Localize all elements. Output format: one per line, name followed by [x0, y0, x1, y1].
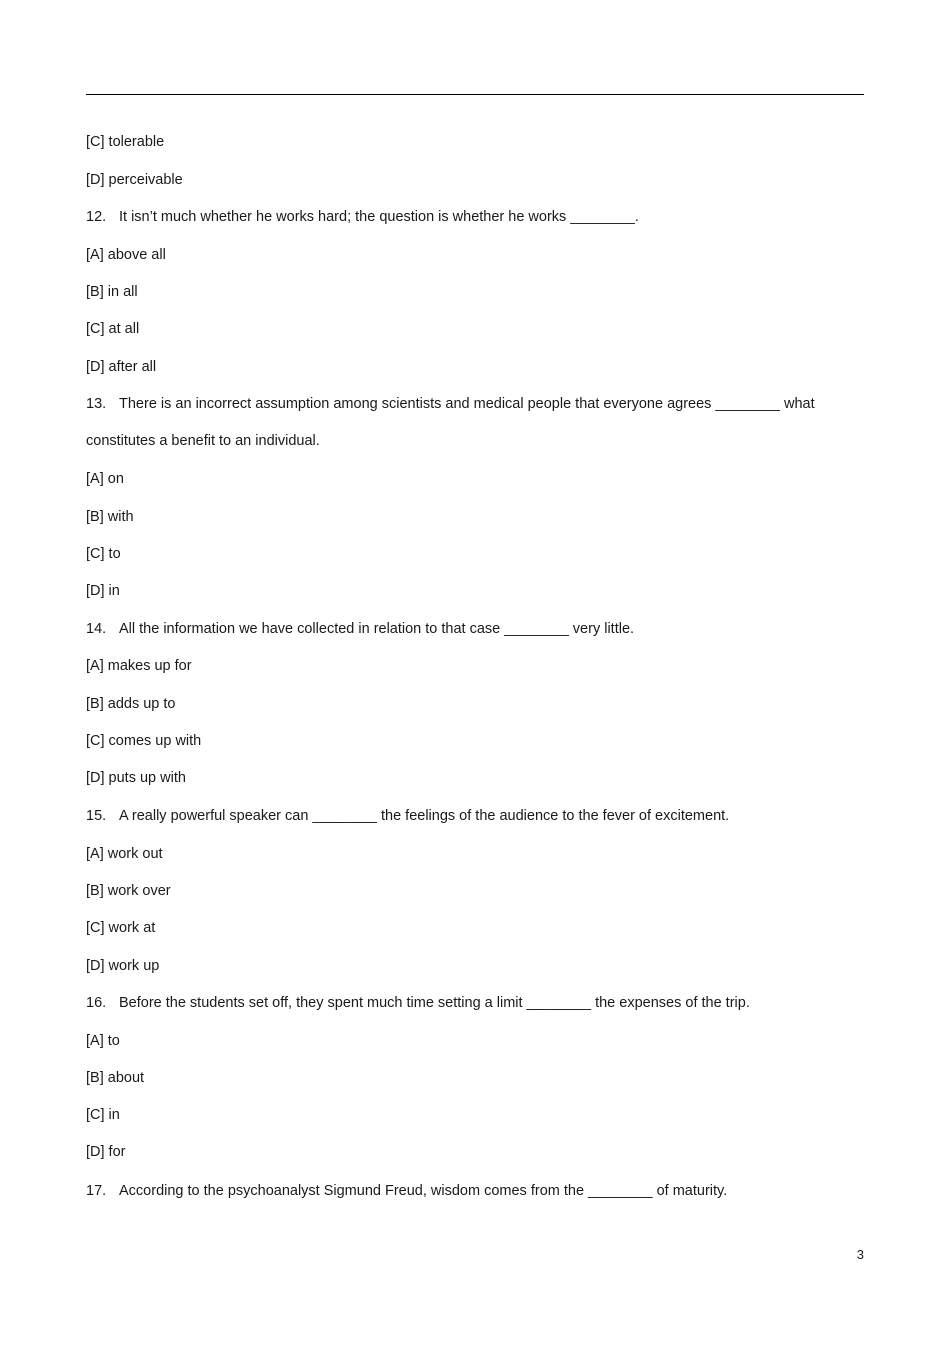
- question-number: 15.: [86, 808, 107, 824]
- option-c: [C] to: [86, 546, 121, 562]
- question-16: [86, 994, 750, 1012]
- option-b: [B] work over: [86, 883, 171, 899]
- question-text: A really powerful speaker can ________ the feelings of the audience to the fever of excitement.: [119, 808, 730, 824]
- question-text: It isn’t much whether he works hard; the question is whether he works ________.: [119, 209, 639, 225]
- option-a: [A] on: [86, 471, 124, 487]
- option-a: [A] above all: [86, 247, 166, 263]
- option-c: [C] tolerable: [86, 134, 165, 150]
- option-d: [D] after all: [86, 359, 157, 375]
- option-a: [A] to: [86, 1033, 120, 1049]
- question-12: [86, 208, 639, 226]
- question-13: [86, 395, 815, 413]
- option-b: [B] with: [86, 509, 134, 525]
- question-13-continuation: constitutes a benefit to an individual.: [86, 433, 320, 449]
- option-a: [A] work out: [86, 846, 163, 862]
- question-14: [86, 620, 634, 638]
- option-c: [C] at all: [86, 321, 140, 337]
- question-number: 12.: [86, 209, 107, 225]
- question-text: According to the psychoanalyst Sigmund Freud, wisdom comes from the ________ of maturity.: [119, 1183, 728, 1199]
- question-text: Before the students set off, they spent much time setting a limit ________ the expenses of the trip.: [119, 995, 750, 1011]
- question-number: 14.: [86, 621, 107, 637]
- question-text: All the information we have collected in relation to that case ________ very little.: [119, 621, 635, 637]
- option-d: [D] work up: [86, 958, 160, 974]
- option-b: [B] about: [86, 1070, 145, 1086]
- question-number: 16.: [86, 995, 107, 1011]
- option-d: [D] in: [86, 583, 120, 599]
- option-d: [D] perceivable: [86, 172, 183, 188]
- option-b: [B] in all: [86, 284, 138, 300]
- question-15: [86, 807, 729, 825]
- option-b: [B] adds up to: [86, 696, 176, 712]
- page-number: 3: [856, 1247, 864, 1262]
- question-number: 13.: [86, 396, 107, 412]
- option-d: [D] for: [86, 1144, 126, 1160]
- question-17: [86, 1182, 727, 1200]
- option-c: [C] in: [86, 1107, 120, 1123]
- option-d: [D] puts up with: [86, 770, 186, 786]
- option-c: [C] comes up with: [86, 733, 202, 749]
- question-text: There is an incorrect assumption among scientists and medical people that everyone agrees ________ what: [119, 396, 815, 412]
- question-number: 17.: [86, 1183, 107, 1199]
- option-a: [A] makes up for: [86, 658, 192, 674]
- header-rule: [86, 94, 864, 95]
- option-c: [C] work at: [86, 920, 156, 936]
